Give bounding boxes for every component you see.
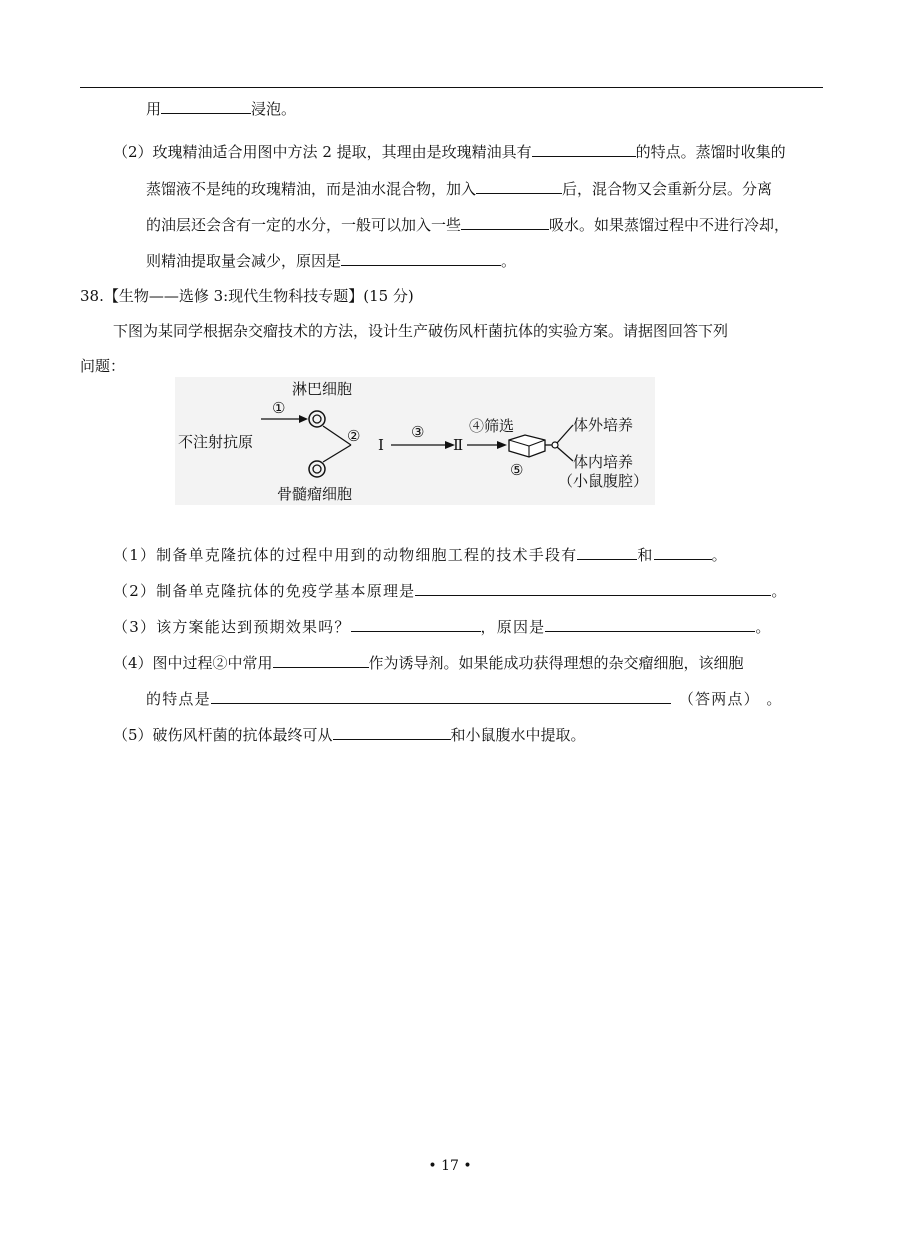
q38-intro-line1: 下图为某同学根据杂交瘤技术的方法，设计生产破伤风杆菌抗体的实验方案。请据图回答下列 bbox=[113, 322, 729, 340]
header-rule bbox=[80, 87, 823, 88]
answer-blank[interactable] bbox=[341, 248, 501, 266]
answer-blank[interactable] bbox=[415, 578, 771, 596]
q38-sub4-line1: （4）图中过程②中常用 作为诱导剂。如果能成功获得理想的杂交瘤细胞，该细胞 bbox=[113, 650, 744, 674]
hybrid-cell-I-label: Ⅰ bbox=[378, 436, 384, 454]
answer-blank[interactable] bbox=[161, 96, 251, 114]
answer-blank[interactable] bbox=[654, 542, 712, 560]
answer-blank[interactable] bbox=[545, 614, 755, 632]
q38-sub5: （5）破伤风杆菌的抗体最终可从 和小鼠腹水中提取。 bbox=[113, 722, 586, 746]
page-number: • 17 • bbox=[428, 1158, 472, 1174]
hybrid-cell-II-label: Ⅱ bbox=[453, 436, 464, 454]
step1-label: ① bbox=[272, 399, 286, 417]
answer-blank[interactable] bbox=[211, 686, 671, 704]
q37-sub2-line1: （2）玫瑰精油适合用图中方法 2 提取，其理由是玫瑰精油具有 的特点。蒸馏时收集的 bbox=[113, 139, 786, 163]
no-antigen-label: 不注射抗原 bbox=[178, 433, 254, 451]
step3-label: ③ bbox=[411, 423, 425, 441]
answer-blank[interactable] bbox=[273, 650, 369, 668]
in-vitro-culture-label: 体外培养 bbox=[573, 416, 634, 434]
q37-line1: 用 浸泡。 bbox=[146, 96, 296, 120]
answer-blank[interactable] bbox=[461, 212, 549, 230]
mouse-abdomen-label: （小鼠腹腔） bbox=[558, 472, 649, 490]
q38-sub1: （1）制备单克隆抗体的过程中用到的动物细胞工程的技术手段有 和 。 bbox=[113, 542, 728, 566]
hybridoma-diagram bbox=[175, 377, 655, 505]
step4-screening-label: ④筛选 bbox=[469, 417, 515, 435]
in-vivo-culture-label: 体内培养 bbox=[573, 453, 634, 471]
q37-sub2-line2: 蒸馏液不是纯的玫瑰精油，而是油水混合物，加入 后，混合物又会重新分层。分离 bbox=[146, 176, 772, 200]
q38-heading: 38.【生物——选修 3:现代生物科技专题】(15 分) bbox=[80, 287, 414, 305]
step5-label: ⑤ bbox=[510, 461, 524, 479]
myeloma-label: 骨髓瘤细胞 bbox=[277, 485, 353, 503]
answer-blank[interactable] bbox=[476, 176, 562, 194]
answer-blank[interactable] bbox=[577, 542, 637, 560]
lymphocyte-label: 淋巴细胞 bbox=[292, 380, 353, 398]
q38-sub3: （3）该方案能达到预期效果吗？ ，原因是 。 bbox=[113, 614, 772, 638]
answer-blank[interactable] bbox=[351, 614, 481, 632]
q37-sub2-line4: 则精油提取量会减少，原因是 。 bbox=[146, 248, 516, 272]
q38-intro-line2: 问题： bbox=[80, 357, 126, 375]
q38-sub4-line2: 的特点是 （答两点） 。 bbox=[146, 686, 783, 710]
answer-blank[interactable] bbox=[333, 722, 451, 740]
answer-blank[interactable] bbox=[532, 139, 636, 157]
q38-sub2: （2）制备单克隆抗体的免疫学基本原理是 。 bbox=[113, 578, 788, 602]
step2-label: ② bbox=[347, 427, 361, 445]
q37-sub2-line3: 的油层还会含有一定的水分，一般可以加入一些 吸水。如果蒸馏过程中不进行冷却， bbox=[146, 212, 789, 236]
